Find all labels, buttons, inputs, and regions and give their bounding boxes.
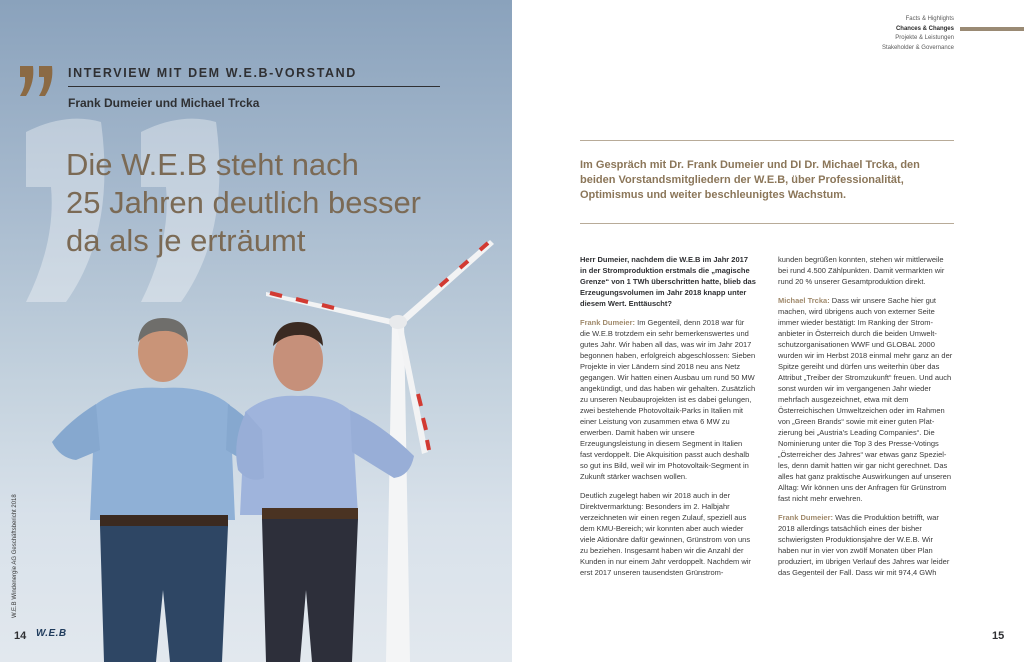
page-number-left: 14 xyxy=(14,630,27,642)
section-kicker: INTERVIEW MIT DEM W.E.B-VORSTAND xyxy=(68,66,440,87)
toc-item-chances-changes[interactable]: Chances & Changes xyxy=(895,25,954,32)
lead-box xyxy=(580,140,954,224)
answer-paragraph xyxy=(778,295,954,505)
answer-text: Was die Produktion betrifft, war 2018 allerdings tatsächlich eines der bisher schwierigsten Produktionsjahre der W.E.B. Wir haben nur in vier von zwölf Monaten über Plan produziert, im übrigen Verlauf des Jahres war leider das Gegenteil der Fall. Dass wir mit 974,4 GWh xyxy=(778,513,950,578)
toc-item-facts-highlights[interactable]: Facts & Highlights xyxy=(905,16,954,22)
headline-line-1: Die W.E.B steht nach xyxy=(66,147,359,182)
speaker-label: Frank Dumeier: xyxy=(778,513,834,523)
toc-item-stakeholder-governance[interactable]: Stakeholder & Governance xyxy=(881,44,954,51)
quote-mark-icon xyxy=(18,62,56,98)
lead-text: Im Gespräch mit Dr. Frank Dumeier und DI Dr. Michael Trcka, den beiden Vorstandsmitgliedern der W.E.B, über Professionalität, Optimismus und weiter beschleunigtes Wachstum. xyxy=(580,159,920,201)
toc-active-marker xyxy=(960,27,1024,31)
headline-line-3: da als je erträumt xyxy=(66,223,306,258)
speaker-label: Michael Trcka: xyxy=(778,295,830,305)
interview-question: Herr Dumeier, nachdem die W.E.B im Jahr 2017 in der Stromproduktion erstmals die „magische Grenze“ von 1 TWh überschritten hatte, blieb das Erzeugungsvolumen im Jahr 2018 knapp unter diesem Wert. Enttäuscht? xyxy=(580,255,756,309)
speaker-label: Frank Dumeier: xyxy=(580,317,636,327)
headline-line-2: 25 Jahren deutlich besser xyxy=(66,185,422,220)
answer-text: Im Gegenteil, denn 2018 war für die W.E.B trotzdem ein sehr bemerkenswertes und gutes Jahr. Wir haben all das, was wir im Jahr 2017 begonnen haben, erfolgreich abgeschlossen: Sieben Projekte in vier Ländern sind 2018 neu ans Netz gegangen. Wir hatten einen Ausbau um rund 50 MW angekündigt, und das haben wir gehalten. Zusätzlich zu unseren Neubauprojekten ist es dabei gelungen, zwei bestehende Photovoltaik-Parks in Italien mit einer Leistung von zusammen etwa 6 MW zu erwerben. Damit haben wir unsere Erzeugungsleistung in diesem Segment in Italien fast verdoppelt. Die Akquisition passt auch deshalb so gut ins Bild, weil wir im Photovoltaik-Segment in Zukunft stärker wachsen wollen. xyxy=(580,317,756,482)
answer-paragraph xyxy=(580,317,756,483)
right-page xyxy=(512,0,1024,662)
answer-paragraph: Deutlich zugelegt haben wir 2018 auch in der Direktvermarktung: Besonders im 2. Halbjahr verzeichneten wir einen regen Zulauf, speziell aus dem KMU-Bereich; wir konnten aber auch wieder viele Aktionäre dafür gewinnen, Grünstrom von uns zu beziehen. Insgesamt haben wir die Anzahl der Kunden in nur einem Jahr verdoppelt. Nachdem wir erst 2017 unseren tausendsten Grünstrom- xyxy=(580,490,751,578)
text-column-right xyxy=(778,254,954,586)
page-number-right: 15 xyxy=(992,630,1005,642)
answer-paragraph xyxy=(778,512,954,578)
toc-item-projekte-leistungen[interactable]: Projekte & Leistungen xyxy=(895,35,954,41)
turbine-blade-left xyxy=(266,292,396,326)
person-left xyxy=(52,318,268,662)
headline xyxy=(66,146,466,260)
section-navigation xyxy=(882,15,954,53)
web-logo: W.E.B xyxy=(36,628,67,639)
byline: Frank Dumeier und Michael Trcka xyxy=(68,96,260,110)
answer-paragraph: kunden begrüßen konnten, stehen wir mittlerweile bei rund 4.500 Zählpunkten. Damit vermarkten wir rund 20 % unserer Gesamtproduktion direkt. xyxy=(778,255,945,287)
answer-text: Dass wir unsere Sache hier gut machen, wird übrigens auch von externer Seite immer wieder bestätigt: Im Ranking der Strom-anbieter in Österreich durch die beiden Umwelt-schutzorganisationen WWF und GLOBAL 2000 wurden wir im Herbst 2018 einmal mehr ganz an der Spitze gereiht und dürfen uns weiterhin über das Attribut „Treiber der Stromzukunft“ freuen. Und auch sonst wurden wir im vergangenen Jahr wieder mehrfach ausgezeichnet, etwa mit dem Österreichischen Umweltzeichen oder im Rahmen von „Green Brands“ sowie mit einer guten Plat-zierung bei „Austria’s Leading Companies“. Die Nominierung unter die Top 3 des Presse-Votings „Österreicher des Jahres“ war etwas ganz Speziel-les, denn damit hatten wir gar nicht gerechnet. Das alles hat ganz praktische Auswirkungen auf unseren Alltag: Wir können uns der Anfragen für Grünstrom fast nicht mehr erwehren. xyxy=(778,295,953,504)
vertical-credit: W.E.B Windenergie AG Geschäftsbericht 2018 xyxy=(12,494,18,618)
text-column-left xyxy=(580,254,756,586)
